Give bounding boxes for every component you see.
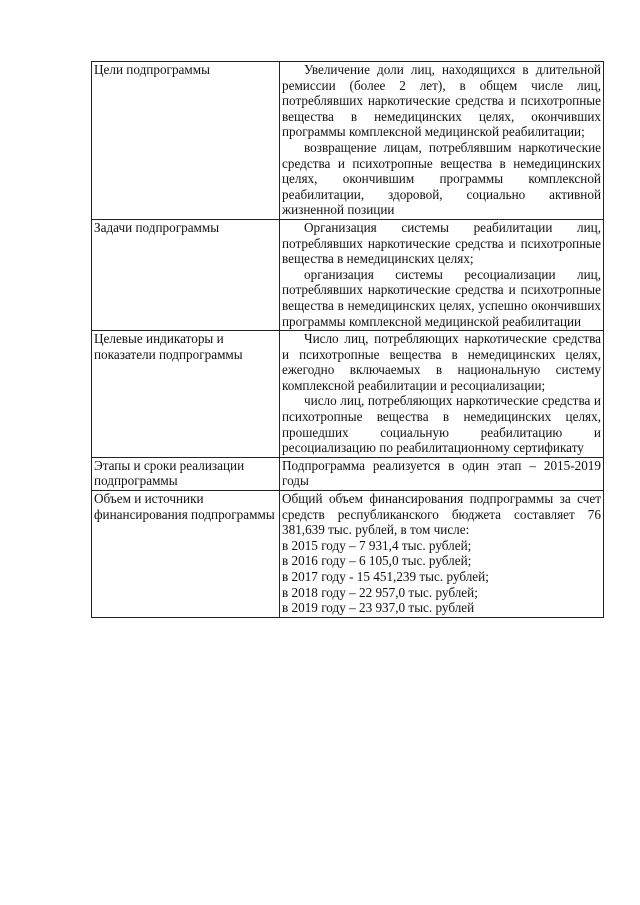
- funding-summary: Общий объем финансирования подпрограммы за счет средств республиканского бюджета составляет 76 381,639 тыс. рублей, в том числе:: [282, 491, 601, 538]
- row-label-indicators: Целевые индикаторы и показатели подпрограммы: [92, 331, 280, 458]
- table-row-goals: [92, 62, 604, 220]
- tasks-paragraph-2: организация системы ресоциализации лиц, потреблявших наркотические средства и психотропные вещества в немедицинских целях, успешно окончивших программы комплексной медицинской реабилитации: [282, 266, 601, 329]
- funding-line-2017: в 2017 году - 15 451,239 тыс. рублей;: [282, 569, 489, 584]
- subprogram-passport-table: [91, 61, 604, 618]
- funding-line-2015: в 2015 году – 7 931,4 тыс. рублей;: [282, 537, 472, 553]
- row-content-stages: [280, 457, 604, 490]
- goals-paragraph-1: Увеличение доли лиц, находящихся в длительной ремиссии (более 2 лет), в общем числе лиц, потреблявших наркотические средства и психотропные вещества в немедицинских целях, окончивших программы комплексной медицинской реабилитации;: [282, 62, 601, 140]
- funding-line-2018: в 2018 году – 22 957,0 тыс. рублей;: [282, 584, 478, 600]
- stages-paragraph: Подпрограмма реализуется в один этап – 2015-2019 годы: [282, 457, 601, 489]
- funding-line-2016: в 2016 году – 6 105,0 тыс. рублей;: [282, 553, 472, 569]
- row-content-goals: [280, 62, 604, 220]
- goals-paragraph-2: возвращение лицам, потреблявшим наркотические средства и психотропные вещества в немедицинских целях, окончившим программы комплексной реабилитации, здоровой, социально активной жизненной позиции: [282, 139, 601, 218]
- table-row-funding: [92, 491, 604, 618]
- row-label-funding: Объем и источники финансирования подпрограммы: [92, 491, 280, 618]
- row-content-tasks: [280, 219, 604, 330]
- row-content-indicators: [280, 331, 604, 458]
- row-label-tasks: Задачи подпрограммы: [92, 219, 280, 330]
- table-row-indicators: [92, 331, 604, 458]
- table-row-stages: [92, 457, 604, 490]
- indicators-paragraph-2: число лиц, потребляющих наркотические средства и психотропные вещества в немедицинских целях, прошедших социальную реабилитацию и ресоциализацию по реабилитационному сертификату: [282, 393, 601, 456]
- row-content-funding: [280, 491, 604, 618]
- indicators-paragraph-1: Число лиц, потребляющих наркотические средства и психотропные вещества в немедицинских целях, ежегодно включаемых в национальную систему комплексной реабилитации и ресоциализации;: [282, 331, 601, 393]
- funding-line-2019: в 2019 году – 23 937,0 тыс. рублей: [282, 600, 475, 616]
- table-row-tasks: [92, 219, 604, 330]
- row-label-goals: Цели подпрограммы: [92, 62, 280, 220]
- tasks-paragraph-1: Организация системы реабилитации лиц, потреблявших наркотические средства и психотропные вещества в немедицинских целях;: [282, 219, 601, 267]
- row-label-stages: Этапы и сроки реализации подпрограммы: [92, 457, 280, 490]
